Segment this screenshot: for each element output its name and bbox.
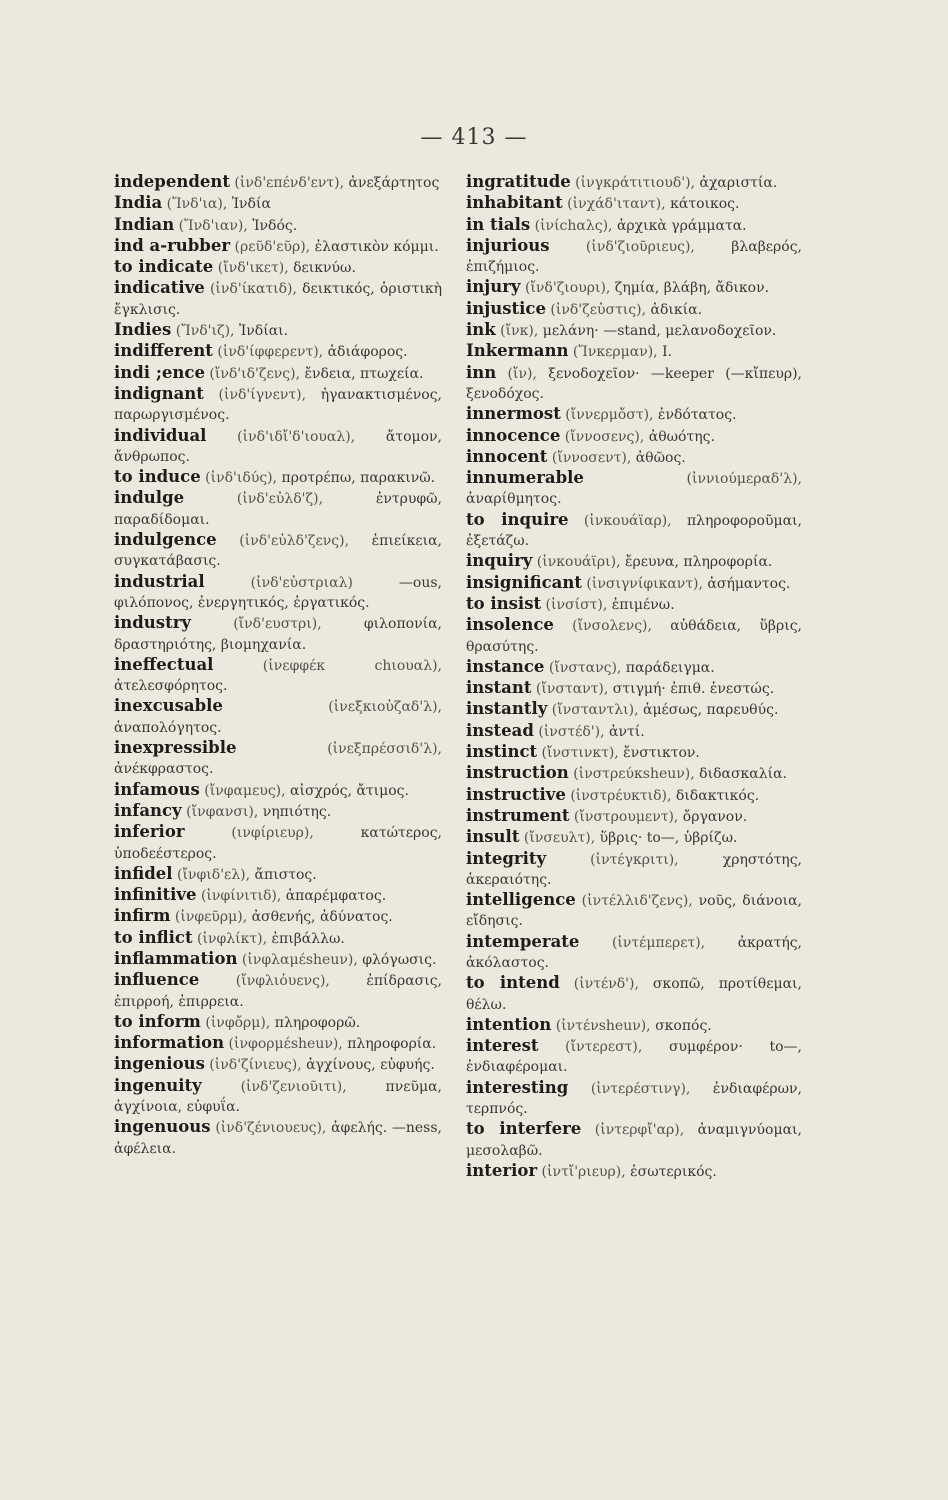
definition: σκοπῶ, προτίθεμαι, θέλω. xyxy=(466,976,802,1013)
pronunciation: (ινφίριευρ), xyxy=(184,825,314,842)
dictionary-entry xyxy=(466,236,802,278)
pronunciation: (ἰντέλλιδ'ζενς), xyxy=(575,893,693,910)
definition: ἠγανακτισμένος, παρωργισμένος. xyxy=(114,386,442,424)
headword: infidel xyxy=(114,863,173,883)
dictionary-entry xyxy=(114,341,442,362)
definition: ἐνδιαφέρων, τερπνός. xyxy=(466,1080,802,1118)
headword: to inquire xyxy=(466,509,569,529)
headword: to induce xyxy=(114,467,201,487)
pronunciation: (ἴνφλιὀυενς), xyxy=(199,973,330,990)
pronunciation: (ἰνδ'ίκατιδ), xyxy=(204,281,297,298)
dictionary-entry xyxy=(466,763,802,784)
headword: ingenuous xyxy=(114,1117,211,1137)
definition: διδακτικός. xyxy=(671,787,760,804)
definition: βλαβερός, ἐπιζήμιος. xyxy=(466,238,802,276)
dictionary-entry xyxy=(466,721,802,742)
headword: inquiry xyxy=(466,551,533,571)
headword: information xyxy=(114,1033,225,1053)
definition: κατώτερος, ὑποδεέστερος. xyxy=(114,825,442,862)
dictionary-entry xyxy=(114,530,442,572)
definition: πληροφορία. xyxy=(342,1036,437,1053)
pronunciation: (ἰνκουάϊρι), xyxy=(532,554,621,571)
left-column xyxy=(114,172,442,1159)
pronunciation: (ἴνσταντ), xyxy=(531,681,609,698)
pronunciation: (ἴνστινκτ), xyxy=(537,745,619,762)
pronunciation: (ἰντερφἴ'αρ), xyxy=(581,1122,685,1139)
definition: Ι. xyxy=(657,344,673,361)
definition: ὕβρις· to—, ὑβρίζω. xyxy=(595,830,738,847)
headword: instruction xyxy=(466,763,569,783)
definition: νηπιότης. xyxy=(258,803,332,820)
pronunciation: (ἰνκουάϊαρ), xyxy=(568,512,672,529)
definition: πληροφοροῦμαι, ἐξετάζω. xyxy=(466,512,802,550)
headword: independent xyxy=(114,172,230,191)
headword: instrument xyxy=(466,805,570,825)
definition: ἀπαρέμφατος. xyxy=(281,888,387,905)
headword: ingenious xyxy=(114,1054,205,1074)
definition: ἀσθενής, ἀδύνατος. xyxy=(247,909,393,926)
pronunciation: (ἴνφανσι), xyxy=(181,803,259,820)
headword: indi ;ence xyxy=(114,362,205,382)
headword: ind a-rubber xyxy=(114,235,231,255)
dictionary-entry xyxy=(466,299,802,320)
headword: insolence xyxy=(466,615,554,635)
dictionary-entry xyxy=(114,363,442,384)
headword: infirm xyxy=(114,906,171,926)
definition: μελάνη· —stand, μελανοδοχεῖον. xyxy=(538,323,777,340)
dictionary-entry xyxy=(114,384,442,426)
definition: δεικτικός, ὁριστικὴ ἔγκλισις. xyxy=(114,281,442,318)
headword: interesting xyxy=(466,1077,569,1097)
pronunciation: (ἰνδ'ζένιουευς), xyxy=(210,1120,327,1137)
dictionary-entry xyxy=(114,738,442,780)
dictionary-entry xyxy=(466,172,802,193)
dictionary-entry xyxy=(114,696,442,738)
headword: Indies xyxy=(114,320,172,340)
definition: ἀγχίνους, εὐφυής. xyxy=(301,1057,435,1074)
definition: Ἰνδίαι. xyxy=(234,323,289,340)
dictionary-entry xyxy=(114,488,442,530)
pronunciation: (ἴνκ), xyxy=(495,323,539,340)
headword: indifferent xyxy=(114,341,213,361)
pronunciation: (Ἴνδ'ια), xyxy=(162,196,228,213)
definition: ἀνέκφραστος. xyxy=(114,761,214,778)
pronunciation: (ἰνσιγνίφικαντ), xyxy=(581,575,703,592)
dictionary-entry xyxy=(466,1161,802,1182)
definition: ἐπιβάλλω. xyxy=(267,930,345,947)
page-number: — 413 — xyxy=(420,125,528,150)
dictionary-entry xyxy=(466,699,802,720)
definition: ἐπιμένω. xyxy=(607,596,675,613)
headword: innocent xyxy=(466,446,548,466)
headword: Indian xyxy=(114,214,175,234)
headword: ink xyxy=(466,320,496,340)
pronunciation: (ἴννοσεντ), xyxy=(547,449,632,466)
definition: ἀχαριστία. xyxy=(695,175,778,191)
dictionary-entry xyxy=(114,426,442,468)
dictionary-entry xyxy=(114,970,442,1012)
pronunciation: (Ἴνδ'ιζ), xyxy=(171,323,235,340)
pronunciation: (ἰνεξπρέσσιδ'λ), xyxy=(236,741,442,758)
dictionary-entry xyxy=(466,426,802,447)
headword: to insist xyxy=(466,593,542,613)
pronunciation: (ἰνδ'ζεὐστις), xyxy=(545,301,647,318)
pronunciation: (ἴνδ'ζιουρι), xyxy=(520,280,611,297)
dictionary-entry xyxy=(466,973,802,1015)
definition: ἀναπολόγητος. xyxy=(114,719,222,736)
headword: to inflict xyxy=(114,927,193,947)
headword: ingratitude xyxy=(466,172,571,191)
headword: integrity xyxy=(466,848,547,868)
dictionary-entry xyxy=(466,320,802,341)
definition: αὐθάδεια, ὕβρις, θρασύτης. xyxy=(466,618,802,655)
headword: inflammation xyxy=(114,948,238,968)
definition: αἰσχρός, ἄτιμος. xyxy=(285,782,409,799)
pronunciation: (ἰντέμπερετ), xyxy=(579,934,706,951)
pronunciation: (ἰνδ'ίφφερεντ), xyxy=(212,344,324,361)
pronunciation: (Ἴνκερμαν), xyxy=(568,344,658,361)
definition: νοῦς, διάνοια, εἴδησις. xyxy=(466,893,802,930)
pronunciation: (ἴννοσενς), xyxy=(560,428,645,445)
definition: ἀσήμαντος. xyxy=(702,575,791,592)
definition: ἐλαστικὸν κόμμι. xyxy=(310,238,439,255)
headword: indulge xyxy=(114,488,185,508)
definition: ἄτομον, ἄνθρωπος. xyxy=(114,428,442,465)
dictionary-entry xyxy=(114,822,442,864)
definition: ἀτελεσφόρητος. xyxy=(114,678,228,695)
headword: inexcusable xyxy=(114,696,223,716)
pronunciation: (ἰνφορμέsheuν), xyxy=(224,1036,343,1053)
headword: innermost xyxy=(466,404,561,424)
pronunciation: (ἰνδ'εὐστριαλ) xyxy=(204,574,353,591)
headword: inhabitant xyxy=(466,193,563,213)
definition: ἐντρυφῶ, παραδίδομαι. xyxy=(114,491,442,528)
dictionary-entry xyxy=(466,193,802,214)
headword: insignificant xyxy=(466,572,582,592)
pronunciation: (ἰνδ'ιδύς), xyxy=(200,470,278,487)
dictionary-entry xyxy=(466,742,802,763)
headword: in tials xyxy=(466,214,531,234)
pronunciation: (ἴνφιδ'ελ), xyxy=(172,866,251,883)
dictionary-entry xyxy=(466,615,802,657)
definition: ἄπιστος. xyxy=(250,866,317,883)
pronunciation: (ἰνδ'ζίνιευς), xyxy=(204,1057,302,1074)
definition: ὄργανον. xyxy=(678,808,748,825)
dictionary-entry xyxy=(466,932,802,974)
dictionary-entry xyxy=(466,341,802,362)
definition: ἐπίδρασις, ἐπιρροή, ἐπιρρεια. xyxy=(114,973,442,1010)
headword: interior xyxy=(466,1160,538,1180)
dictionary-entry xyxy=(114,320,442,341)
dictionary-entry xyxy=(466,363,802,405)
headword: innocence xyxy=(466,425,561,445)
definition: διδασκαλία. xyxy=(694,766,787,783)
pronunciation: (ἴννερμὄστ), xyxy=(560,407,654,424)
definition: πνεῦμα, ἀγχίνοια, εὐφυΐα. xyxy=(114,1078,442,1116)
dictionary-entry xyxy=(466,849,802,891)
definition: ξενοδοχεῖον· —keeper (—κἴπευρ), ξενοδόχος. xyxy=(466,365,802,402)
dictionary-entry xyxy=(466,657,802,678)
pronunciation: (ἰνχάδ'ιταντ), xyxy=(562,196,666,213)
pronunciation: (ἴνστρουμεντ), xyxy=(569,808,679,825)
headword: intention xyxy=(466,1014,552,1034)
dictionary-entry xyxy=(466,1015,802,1036)
dictionary-entry xyxy=(114,885,442,906)
dictionary-entry xyxy=(114,1054,442,1075)
headword: inn xyxy=(466,362,497,382)
pronunciation: (ἰνγκράτιτιουδ'), xyxy=(570,175,696,191)
dictionary-entry xyxy=(114,613,442,655)
definition: ἀδιάφορος. xyxy=(323,344,408,361)
definition: προτρέπω, παρακινῶ. xyxy=(277,470,436,487)
headword: indulgence xyxy=(114,530,217,550)
headword: innumerable xyxy=(466,468,584,488)
pronunciation: (ἰντέγκριτι), xyxy=(546,851,679,868)
pronunciation: (ἰνφεῦρμ), xyxy=(170,909,248,926)
headword: intelligence xyxy=(466,890,576,910)
definition: ἐσωτερικός. xyxy=(625,1163,717,1180)
headword: infinitive xyxy=(114,885,197,905)
pronunciation: (ἰνίchαλς), xyxy=(530,217,613,234)
headword: instance xyxy=(466,656,545,676)
headword: indicative xyxy=(114,278,205,298)
headword: industry xyxy=(114,613,191,633)
headword: indignant xyxy=(114,383,204,403)
dictionary-entry xyxy=(114,928,442,949)
dictionary-entry xyxy=(466,215,802,236)
headword: to interfere xyxy=(466,1119,582,1139)
pronunciation: (ἴνδ'ευστρι), xyxy=(191,616,322,633)
pronunciation: (ἰνσίστ), xyxy=(541,596,608,613)
definition: δεικνύω. xyxy=(288,260,356,277)
headword: injustice xyxy=(466,298,546,318)
headword: influence xyxy=(114,970,200,990)
dictionary-entry xyxy=(466,551,802,572)
pronunciation: (ἰνστρεύκsheuν), xyxy=(568,766,695,783)
dictionary-entry xyxy=(466,1078,802,1120)
headword: instructive xyxy=(466,784,566,804)
pronunciation: (ἴνδ'ικετ), xyxy=(213,260,289,277)
pronunciation: (ἴνσολενς), xyxy=(553,618,652,635)
dictionary-entry xyxy=(466,447,802,468)
definition: κάτοικος. xyxy=(665,196,740,213)
dictionary-entry xyxy=(466,594,802,615)
definition: ἀθῶος. xyxy=(631,449,686,466)
dictionary-entry xyxy=(114,215,442,236)
dictionary-entry xyxy=(466,806,802,827)
headword: to intend xyxy=(466,973,560,993)
dictionary-entry xyxy=(114,864,442,885)
pronunciation: (ἰνστέδ'), xyxy=(533,723,605,740)
pronunciation: (ἰνδ'επένδ'εντ), xyxy=(229,175,345,191)
headword: infancy xyxy=(114,800,182,820)
pronunciation: (ἰντένsheuν), xyxy=(551,1017,651,1034)
headword: individual xyxy=(114,425,207,445)
pronunciation: (ἰνδ'εὐλδ'ζ), xyxy=(184,491,324,508)
dictionary-entry xyxy=(114,780,442,801)
definition: ζημία, βλάβη, ἄδικον. xyxy=(610,280,770,297)
dictionary-entry xyxy=(466,404,802,425)
pronunciation: (ἰνστρέυκτιδ), xyxy=(565,787,672,804)
pronunciation: (ἰνδ'ζενιοῦιτι), xyxy=(201,1078,347,1095)
pronunciation: (ἴνσευλτ), xyxy=(519,830,596,847)
definition: παράδειγμα. xyxy=(621,659,715,676)
headword: instantly xyxy=(466,699,548,719)
definition: Ἰνδία xyxy=(227,196,271,213)
pronunciation: (ἴντερεστ), xyxy=(538,1039,643,1056)
dictionary-entry xyxy=(466,1119,802,1161)
headword: Inkermann xyxy=(466,341,569,361)
definition: ἀντί. xyxy=(604,723,645,740)
pronunciation: (ἰντἴ'ριευρ), xyxy=(537,1163,626,1180)
pronunciation: (ρεῦδ'εῦρ), xyxy=(230,238,311,255)
headword: instead xyxy=(466,720,534,740)
right-column xyxy=(466,172,802,1182)
pronunciation: (ἰνδ'ιδἴ'δ'ιουαλ), xyxy=(206,428,356,445)
pronunciation: (ἰνδ'εὐλδ'ζενς), xyxy=(216,533,350,550)
pronunciation: (ἰντένδ'), xyxy=(559,976,639,993)
definition: ἀμέσως, παρευθύς. xyxy=(638,702,779,719)
headword: intemperate xyxy=(466,931,580,951)
dictionary-entry xyxy=(114,1012,442,1033)
definition: ἔνδεια, πτωχεία. xyxy=(300,365,424,382)
definition: ἀθωότης. xyxy=(644,428,715,445)
headword: insult xyxy=(466,827,520,847)
definition: ἐνδότατος. xyxy=(653,407,737,424)
dictionary-entry xyxy=(114,572,442,614)
definition: σκοπός. xyxy=(650,1017,712,1034)
dictionary-entry xyxy=(114,257,442,278)
pronunciation: (ἴν), xyxy=(496,365,537,382)
dictionary-entry xyxy=(466,573,802,594)
dictionary-entry xyxy=(466,827,802,848)
headword: ingenuity xyxy=(114,1075,202,1095)
dictionary-entry xyxy=(466,890,802,932)
headword: instinct xyxy=(466,742,538,762)
pronunciation: (ἰνδ'ζιοῦριευς), xyxy=(549,238,695,255)
headword: to inform xyxy=(114,1011,201,1031)
pronunciation: (Ἴνδ'ιαν), xyxy=(174,217,248,234)
headword: industrial xyxy=(114,571,205,591)
headword: to indicate xyxy=(114,257,214,277)
pronunciation: (ἰνφὄρμ), xyxy=(200,1014,271,1031)
pronunciation: (ἴνστανς), xyxy=(544,659,622,676)
definition: ἀνεξάρτητος xyxy=(344,175,440,191)
pronunciation: (ἴνσταντλι), xyxy=(547,702,639,719)
dictionary-entry xyxy=(114,172,442,193)
dictionary-entry xyxy=(466,678,802,699)
dictionary-entry xyxy=(114,278,442,320)
headword: instant xyxy=(466,678,532,698)
pronunciation: (ἰννιούμεραδ'λ), xyxy=(583,471,802,488)
definition: ἀφελής. —ness, ἀφέλεια. xyxy=(114,1120,442,1157)
definition: στιγμή· ἐπιθ. ἐνεστώς. xyxy=(608,681,775,698)
headword: India xyxy=(114,193,163,213)
definition: Ἰνδός. xyxy=(247,217,298,234)
definition: ἐπιείκεια, συγκατάβασις. xyxy=(114,533,442,570)
dictionary-entry xyxy=(466,468,802,510)
pronunciation: (ἰνφλίκτ), xyxy=(192,930,268,947)
dictionary-entry xyxy=(466,785,802,806)
definition: ἀναμιγνύομαι, μεσολαβῶ. xyxy=(466,1122,802,1159)
dictionary-entry xyxy=(466,277,802,298)
pronunciation: (ἰνφίνιτιδ), xyxy=(196,888,282,905)
dictionary-entry xyxy=(114,1033,442,1054)
headword: ineffectual xyxy=(114,654,214,674)
definition: φιλοπονία, δραστηριότης, βιομηχανία. xyxy=(114,616,442,653)
definition: πληροφορῶ. xyxy=(270,1014,361,1031)
dictionary-entry xyxy=(466,510,802,552)
dictionary-entry xyxy=(466,1036,802,1078)
pronunciation: (ἰνεξκιοὐζαδ'λ), xyxy=(222,699,442,716)
pronunciation: (ἰντερέστινγ), xyxy=(568,1080,691,1097)
pronunciation: (ἰνεφφέκ chιουαλ), xyxy=(213,657,442,674)
dictionary-entry xyxy=(114,1117,442,1159)
dictionary-entry xyxy=(114,236,442,257)
definition: συμφέρον· to—, ἐνδιαφέρομαι. xyxy=(466,1039,803,1076)
definition: ἀκρατής, ἀκόλαστος. xyxy=(466,934,803,971)
headword: injurious xyxy=(466,235,550,255)
definition: ἀρχικὰ γράμματα. xyxy=(612,217,747,234)
dictionary-entry xyxy=(114,467,442,488)
dictionary-entry xyxy=(114,906,442,927)
definition: χρηστότης, ἀκεραιότης. xyxy=(466,851,802,888)
headword: inferior xyxy=(114,822,185,842)
definition: ἀναρίθμητος. xyxy=(466,491,562,508)
definition: ἔρευνα, πληροφορία. xyxy=(620,554,773,571)
definition: φλόγωσις. xyxy=(357,951,437,968)
definition: —ous, φιλόπονος, ἐνεργητικός, ἐργατικός. xyxy=(114,574,442,611)
dictionary-entry xyxy=(114,193,442,214)
headword: interest xyxy=(466,1036,539,1056)
dictionary-entry xyxy=(114,655,442,697)
headword: injury xyxy=(466,277,521,297)
definition: ἀδικία. xyxy=(646,301,703,318)
headword: infamous xyxy=(114,779,200,799)
pronunciation: (ἰνδ'ίγνεντ), xyxy=(203,386,307,403)
definition: ἔνστικτον. xyxy=(618,745,700,762)
pronunciation: (ἰνφλαμέsheuν), xyxy=(237,951,358,968)
pronunciation: (ἴνδ'ιδ'ζενς), xyxy=(204,365,301,382)
dictionary-entry xyxy=(114,1076,442,1118)
pronunciation: (ἴνφαμευς), xyxy=(199,782,286,799)
dictionary-entry xyxy=(114,801,442,822)
headword: inexpressible xyxy=(114,738,237,758)
dictionary-entry xyxy=(114,949,442,970)
